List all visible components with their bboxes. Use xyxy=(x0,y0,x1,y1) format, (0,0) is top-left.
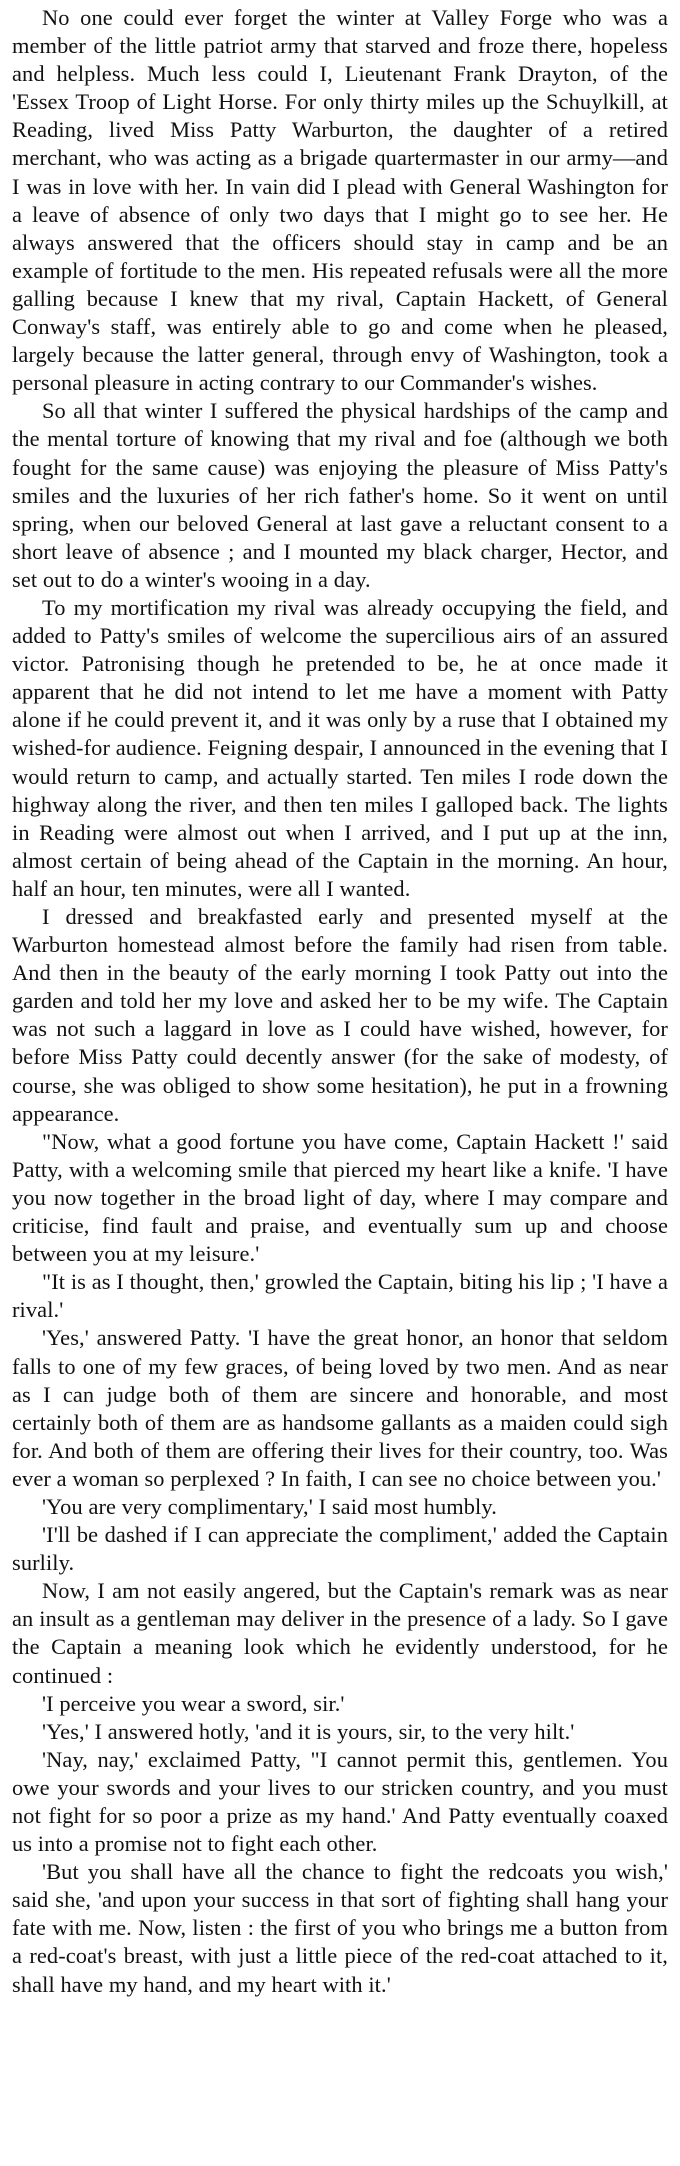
paragraph-10: Now, I am not easily angered, but the Captain's remark was as near an insult as a gentleman may deliver in the presence of a lady. So I gave the Captain a meaning look which he evidently understood, for he continued : xyxy=(12,1578,668,1688)
paragraph-1: No one could ever forget the winter at Valley Forge who was a member of the little patriot army that starved and froze there, hopeless and helpless. Much less could I, Lieutenant Frank Drayton, of the 'Essex Troop of Light Horse. For only thirty miles up the Schuylkill, at Reading, lived Miss Patty Warburton, the daughter of a retired merchant, who was acting as a brigade quartermaster in our army—and I was in love with her. In vain did I plead with General Washington for a leave of absence of only two days that I might go to see her. He always answered that the officers should stay in camp and be an example of fortitude to the men. His repeated refusals were all the more galling because I knew that my rival, Captain Hackett, of General Conway's staff, was entirely able to go and come when he pleased, largely because the latter general, through envy of Washington, took a personal pleasure in acting contrary to our Commander's wishes. xyxy=(12,5,668,396)
paragraph-3: To my mortification my rival was already occupying the field, and added to Patty's smiles of welcome the supercilious airs of an assured victor. Patronising though he pretended to be, he at once made it apparent that he did not intend to let me have a moment with Patty alone if he could prevent it, and it was only by a ruse that I obtained my wished-for audience. Feigning despair, I announced in the evening that I would return to camp, and actually started. Ten miles I rode down the highway along the river, and then ten miles I galloped back. The lights in Reading were almost out when I arrived, and I put up at the inn, almost certain of being ahead of the Captain in the morning. An hour, half an hour, ten minutes, were all I wanted. xyxy=(12,594,668,901)
paragraph-9: 'I'll be dashed if I can appreciate the compliment,' added the Captain surlily. xyxy=(12,1522,668,1576)
paragraph-6: "It is as I thought, then,' growled the Captain, biting his lip ; 'I have a rival.' xyxy=(12,1269,668,1323)
paragraph-14: 'But you shall have all the chance to fight the redcoats you wish,' said she, 'and upon your success in that sort of fighting shall hang your fate with me. Now, listen : the first of you who brings me a button from a red-coat's breast, with just a little piece of the red-coat attached to it, shall have my hand, and my heart with it.' xyxy=(12,1859,668,1997)
paragraph-4: I dressed and breakfasted early and presented myself at the Warburton homestead almost before the family had risen from table. And then in the beauty of the early morning I took Patty out into the garden and told her my love and asked her to be my wife. The Captain was not such a laggard in love as I could have wished, however, for before Miss Patty could decently answer (for the sake of modesty, of course, she was obliged to show some hesitation), he put in a frowning appearance. xyxy=(12,904,668,1126)
paragraph-12: 'Yes,' I answered hotly, 'and it is yours, sir, to the very hilt.' xyxy=(42,1718,575,1744)
paragraph-11: 'I perceive you wear a sword, sir.' xyxy=(42,1690,345,1716)
paragraph-5: "Now, what a good fortune you have come, Captain Hackett !' said Patty, with a welcoming smile that pierced my heart like a knife. 'I have you now together in the broad light of day, where I may compare and criticise, find fault and praise, and eventually sum up and choose between you at my leisure.' xyxy=(12,1128,668,1267)
paragraph-8: 'You are very complimentary,' I said most humbly. xyxy=(42,1493,497,1519)
paragraph-13: 'Nay, nay,' exclaimed Patty, "I cannot permit this, gentlemen. You owe your swords and your lives to our stricken country, and you must not fight for so poor a prize as my hand.' And Patty eventually coaxed us into a promise not to fight each other. xyxy=(12,1746,668,1857)
paragraph-2: So all that winter I suffered the physical hardships of the camp and the mental torture of knowing that my rival and foe (although we both fought for the same cause) was enjoying the pleasure of Miss Patty's smiles and the luxuries of her rich father's home. So it went on until spring, when our beloved General at last gave a reluctant consent to a short leave of absence ; and I mounted my black charger, Hector, and set out to do a winter's wooing in a day. xyxy=(12,398,668,592)
paragraph-7: 'Yes,' answered Patty. 'I have the great honor, an honor that seldom falls to one of my few graces, of being loved by two men. And as near as I can judge both of them are sincere and honorable, and most certainly both of them are as handsome gallants as a maiden could sigh for. And both of them are offering their lives for their country, too. Was ever a woman so perplexed ? In faith, I can see no choice between you.' xyxy=(12,1325,668,1491)
